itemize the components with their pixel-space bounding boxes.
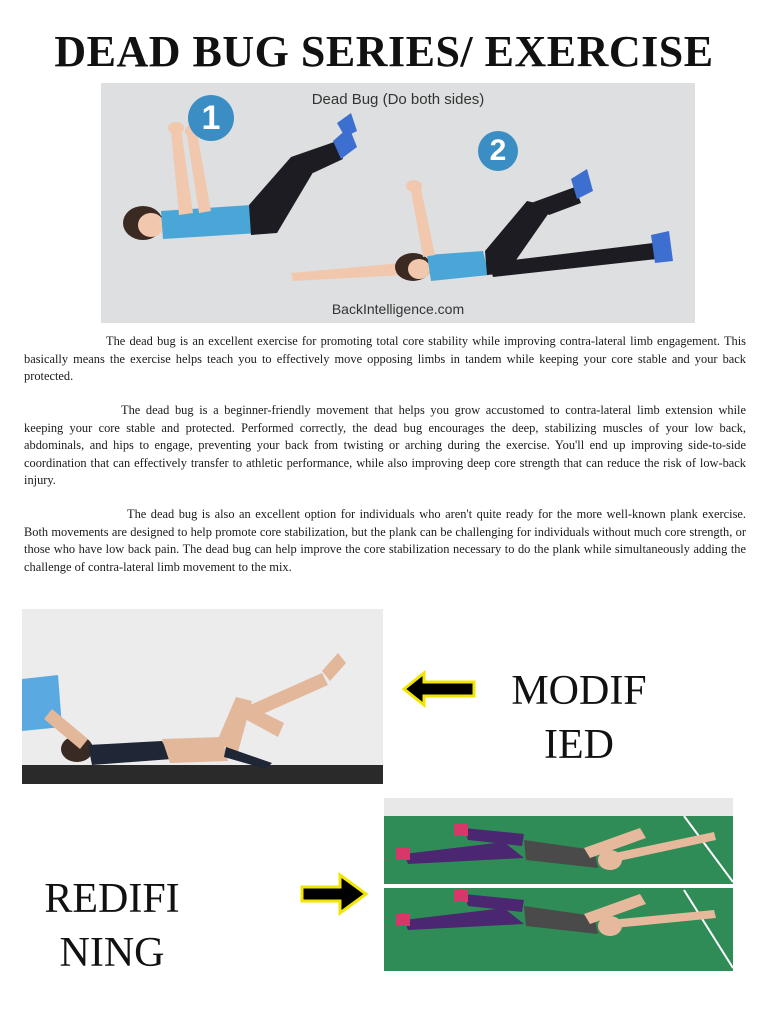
paragraph-benefits: The dead bug is a beginner-friendly movement that helps you grow accustomed to contra-lateral limb extension while keeping your core stable and protected. Performed correctly, the dead bug encourages the deep, stabilizing muscles of your low back, abdominals, and hips to engage, preventing your back from twisting or arching during the exercise. You'll end up improving side-to-side coordination that can effectively transfer to athletic performance, while also improving deep core strength that can reduce the risk of low-back injury.: [24, 403, 746, 488]
modified-label-line1: MODIF: [511, 668, 647, 714]
modified-exercise-image: [22, 609, 383, 784]
redefining-label: [26, 872, 198, 980]
paragraph-intro: The dead bug is an excellent exercise for promoting total core stability while improving contra-lateral limb engagement. This basically means the exercise helps teach you to effectively move opposing limbs in tandem while keeping your core stable and your back protected.: [24, 334, 746, 384]
arrow-right-icon: [298, 870, 370, 918]
modified-label: [500, 664, 658, 772]
figure-one-person: [123, 113, 357, 240]
arrow-left-icon: [400, 670, 480, 708]
dead-bug-diagram: [101, 83, 695, 323]
document-title: DEAD BUG SERIES/ EXERCISE: [54, 27, 714, 76]
redefining-label-line1: REDIFI: [44, 876, 180, 922]
redefining-exercise-image: [384, 798, 733, 971]
figure-two-person: [291, 169, 673, 281]
diagram-source-caption: BackIntelligence.com: [331, 301, 465, 317]
paragraph-plank-comparison: The dead bug is also an excellent option for individuals who aren't quite ready for the more well-known plank exercise. Both movements are designed to help promote core stabilization, but the plank can be challenging for individuals without much core strength, or those who have low back pain. The dead bug can help improve the core stabilization necessary to do the plank while simultaneously adding the challenge of contra-lateral limb movement to the mix.: [24, 507, 746, 574]
step-two-badge: 2: [478, 131, 518, 171]
redefining-label-line2: NING: [59, 930, 165, 976]
diagram-title: Dead Bug (Do both sides): [311, 91, 485, 108]
modified-label-line2: IED: [544, 722, 614, 768]
modified-dead-bug-photo: [22, 609, 383, 784]
step-one-badge: 1: [188, 95, 234, 141]
redefining-dead-bug-photo: [384, 798, 733, 971]
